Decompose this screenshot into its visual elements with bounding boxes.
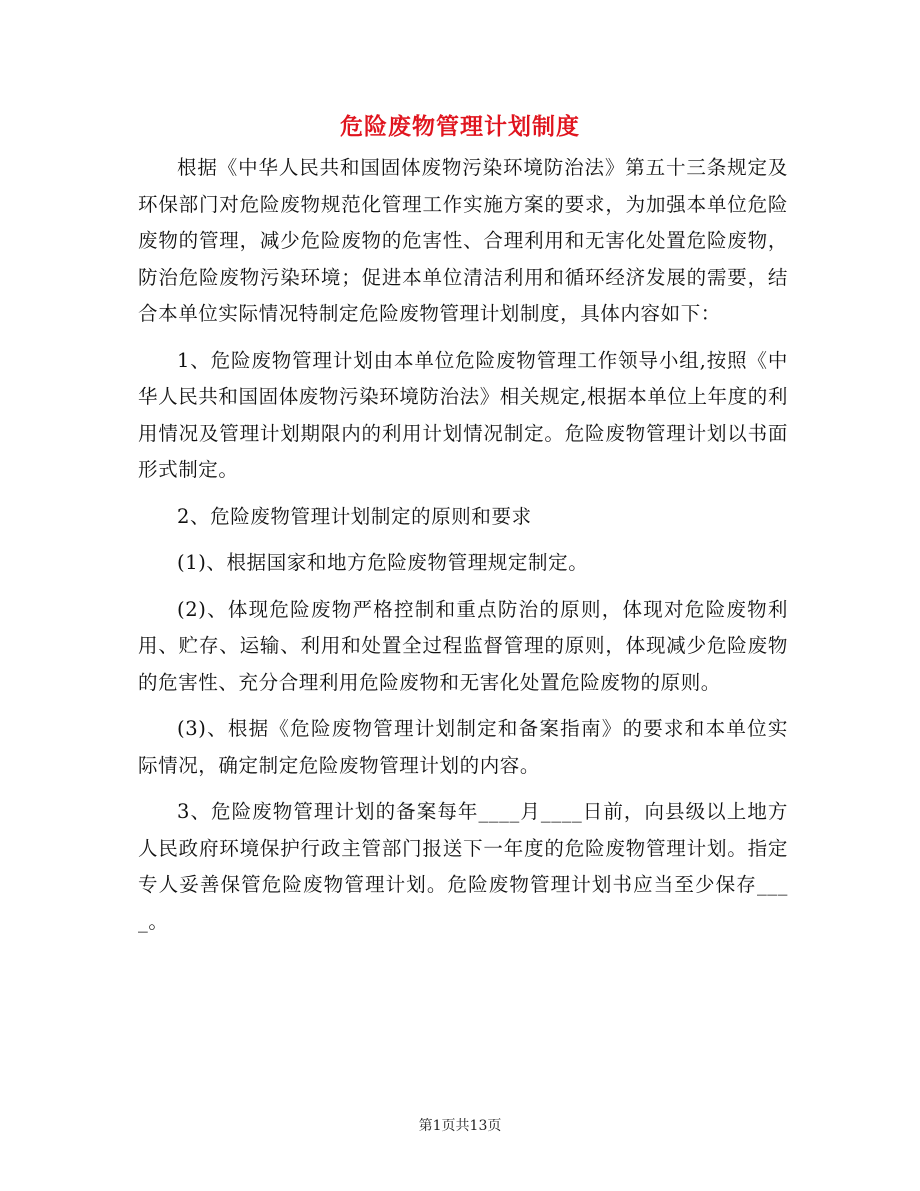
page-number: 第1页共13页 (418, 1118, 502, 1134)
paragraph-sub-2: (2)、体现危险废物严格控制和重点防治的原则，体现对危险废物利用、贮存、运输、利用和处置全过程监督管理的原则，体现减少危险废物的危害性、充分合理利用危险废物和无害化处置危险废物的原则。 (138, 597, 788, 694)
paragraph-sub-3: (3)、根据《危险废物管理计划制定和备案指南》的要求和本单位实际情况，确定制定危险废物管理计划的内容。 (138, 717, 788, 777)
paragraph-item-1: 1、危险废物管理计划由本单位危险废物管理工作领导小组,按照《中华人民共和国固体废物污染环境防治法》相关规定,根据本单位上年度的利用情况及管理计划期限内的利用计划情况制定。危险废物管理计划以书面形式制定。 (138, 348, 788, 481)
paragraph-sub-1: (1)、根据国家和地方危险废物管理规定制定。 (177, 551, 589, 574)
document-body (138, 150, 788, 940)
document-title: 危险废物管理计划制度 (340, 113, 580, 140)
paragraph-intro: 根据《中华人民共和国固体废物污染环境防治法》第五十三条规定及环保部门对危险废物规范化管理工作实施方案的要求，为加强本单位危险废物的管理，减少危险废物的危害性、合理利用和无害化处置危险废物，防治危险废物污染环境；促进本单位清洁利用和循环经济发展的需要，结合本单位实际情况特制定危险废物管理计划制度，具体内容如下： (138, 156, 788, 325)
paragraph-item-2-heading: 2、危险废物管理计划制定的原则和要求 (177, 504, 532, 528)
paragraph-item-3: 3、危险废物管理计划的备案每年____月____日前，向县级以上地方人民政府环境保护行政主管部门报送下一年度的危险废物管理计划。指定专人妥善保管危险废物管理计划。危险废物管理计划书应当至少保存____。 (138, 800, 788, 933)
